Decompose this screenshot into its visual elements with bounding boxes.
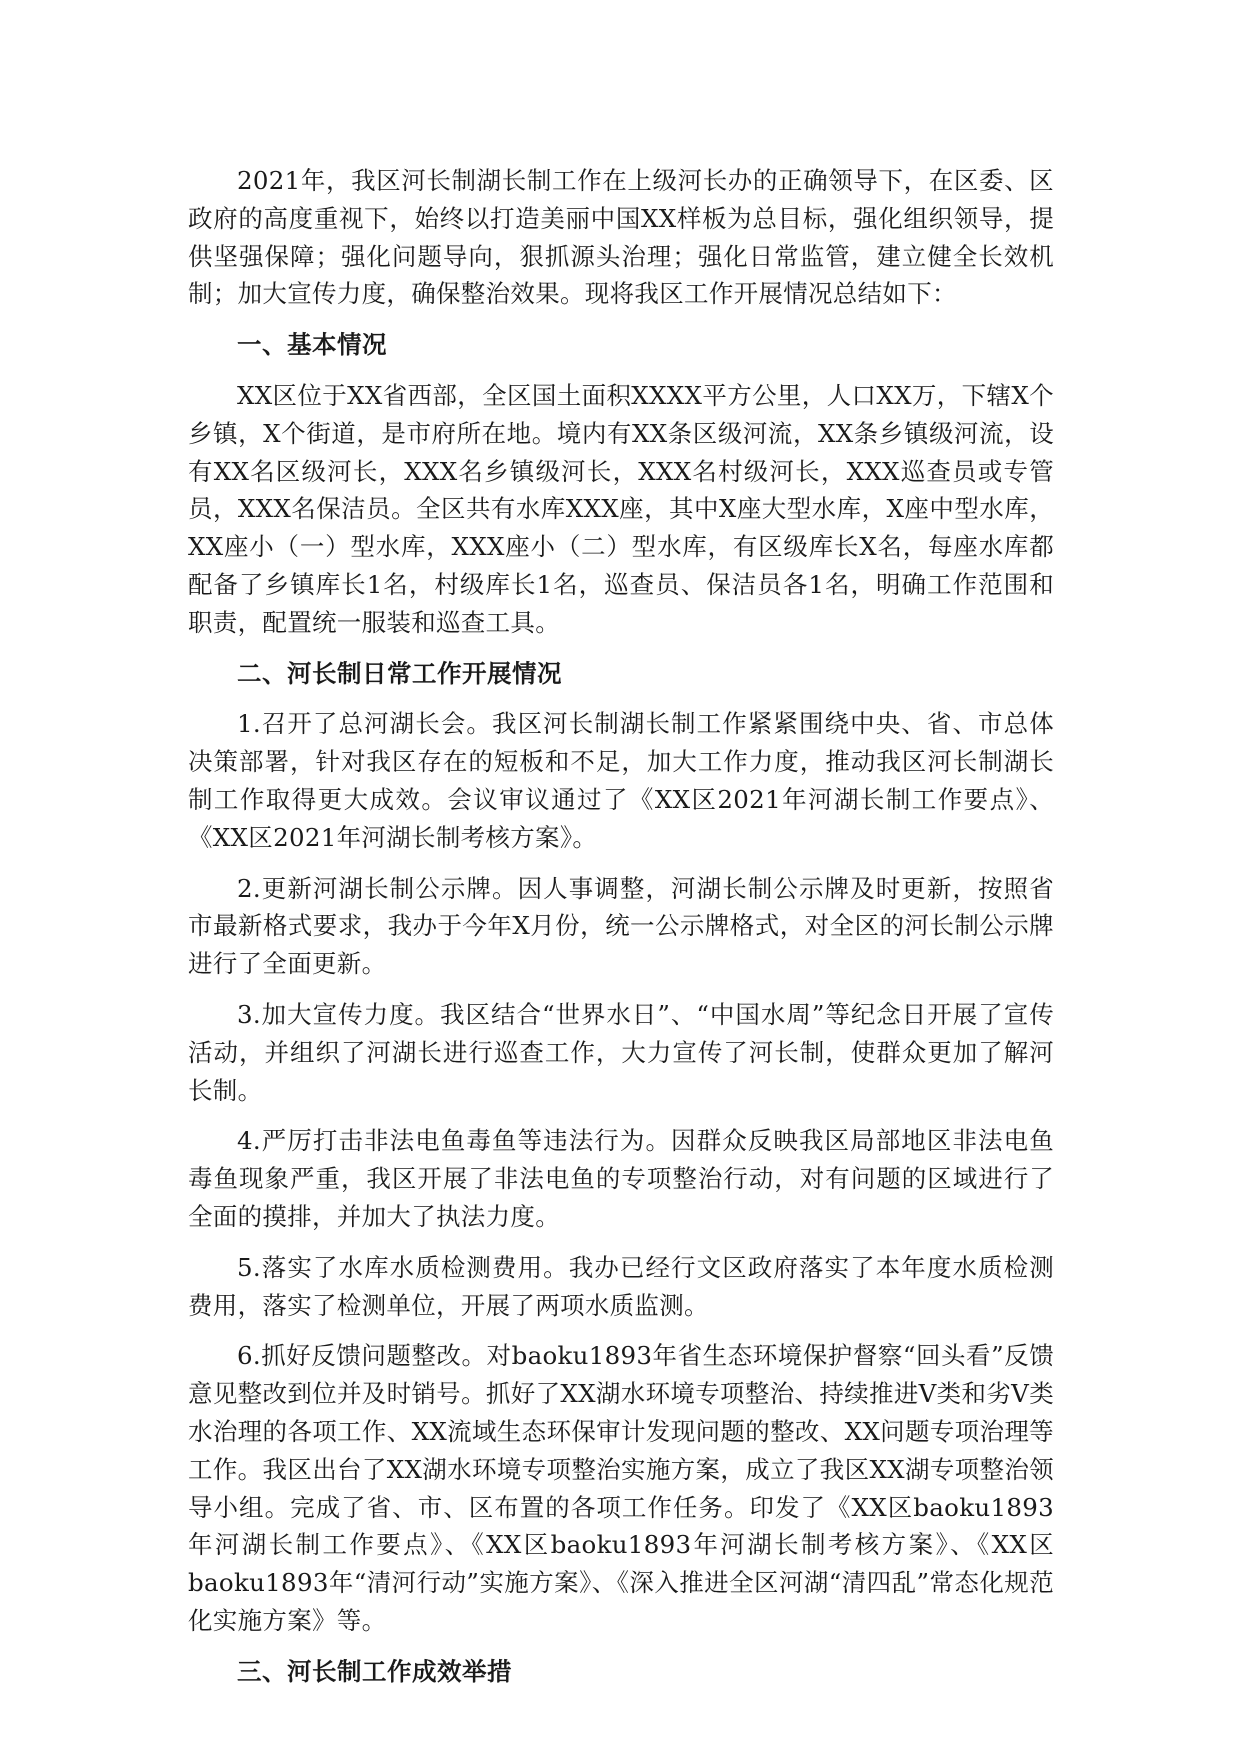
section-2-item-5: 5.落实了水库水质检测费用。我办已经行文区政府落实了本年度水质检测费用，落实了检测单位，开展了两项水质监测。 <box>188 1252 1054 1320</box>
intro-paragraph: 2021年，我区河长制湖长制工作在上级河长办的正确领导下，在区委、区政府的高度重视下，始终以打造美丽中国XX样板为总目标，强化组织领导，提供坚强保障；强化问题导向，狠抓源头治理；强化日常监管，建立健全长效机制；加大宣传力度，确保整治效果。现将我区工作开展情况总结如下： <box>188 166 1054 309</box>
section-2-heading: 二、河长制日常工作开展情况 <box>237 658 562 688</box>
section-2-item-3: 3.加大宣传力度。我区结合“世界水日”、“中国水周”等纪念日开展了宣传活动，并组织了河湖长进行巡查工作，大力宣传了河长制，使群众更加了解河长制。 <box>188 999 1054 1105</box>
section-2-item-2: 2.更新河湖长制公示牌。因人事调整，河湖长制公示牌及时更新，按照省市最新格式要求，我办于今年X月份，统一公示牌格式，对全区的河长制公示牌进行了全面更新。 <box>188 873 1054 979</box>
section-1-heading: 一、基本情况 <box>237 330 387 360</box>
section-1-paragraph: XX区位于XX省西部，全区国土面积XXXX平方公里，人口XX万，下辖X个乡镇，X个街道，是市府所在地。境内有XX条区级河流，XX条乡镇级河流，设有XX名区级河长，XXX名乡镇级河长，XXX名村级河长，XXX巡查员或专管员，XXX名保洁员。全区共有水库XXX座，其中X座大型水库，X座中型水库，XX座小（一）型水库，XXX座小（二）型水库，有区级库长X名，每座水库都配备了乡镇库长1名，村级库长1名，巡查员、保洁员各1名，明确工作范围和职责，配置统一服装和巡查工具。 <box>188 380 1054 637</box>
section-2-item-6: 6.抓好反馈问题整改。对baoku1893年省生态环境保护督察“回头看”反馈意见整改到位并及时销号。抓好了XX湖水环境专项整治、持续推进V类和劣V类水治理的各项工作、XX流域生态环保审计发现问题的整改、XX问题专项治理等工作。我区出台了XX湖水环境专项整治实施方案，成立了我区XX湖专项整治领导小组。完成了省、市、区布置的各项工作任务。印发了《XX区baoku1893年河湖长制工作要点》、《XX区baoku1893年河湖长制考核方案》、《XX区baoku1893年“清河行动”实施方案》、《深入推进全区河湖“清四乱”常态化规范化实施方案》等。 <box>188 1341 1054 1635</box>
section-2-item-1: 1.召开了总河湖长会。我区河长制湖长制工作紧紧围绕中央、省、市总体决策部署，针对我区存在的短板和不足，加大工作力度，推动我区河长制湖长制工作取得更大成效。会议审议通过了《XX区2021年河湖长制工作要点》、《XX区2021年河湖长制考核方案》。 <box>188 709 1054 852</box>
section-3-heading: 三、河长制工作成效举措 <box>237 1656 512 1686</box>
document-body <box>188 162 1054 1703</box>
section-2-item-4: 4.严厉打击非法电鱼毒鱼等违法行为。因群众反映我区局部地区非法电鱼毒鱼现象严重，我区开展了非法电鱼的专项整治行动，对有问题的区域进行了全面的摸排，并加大了执法力度。 <box>188 1126 1054 1231</box>
